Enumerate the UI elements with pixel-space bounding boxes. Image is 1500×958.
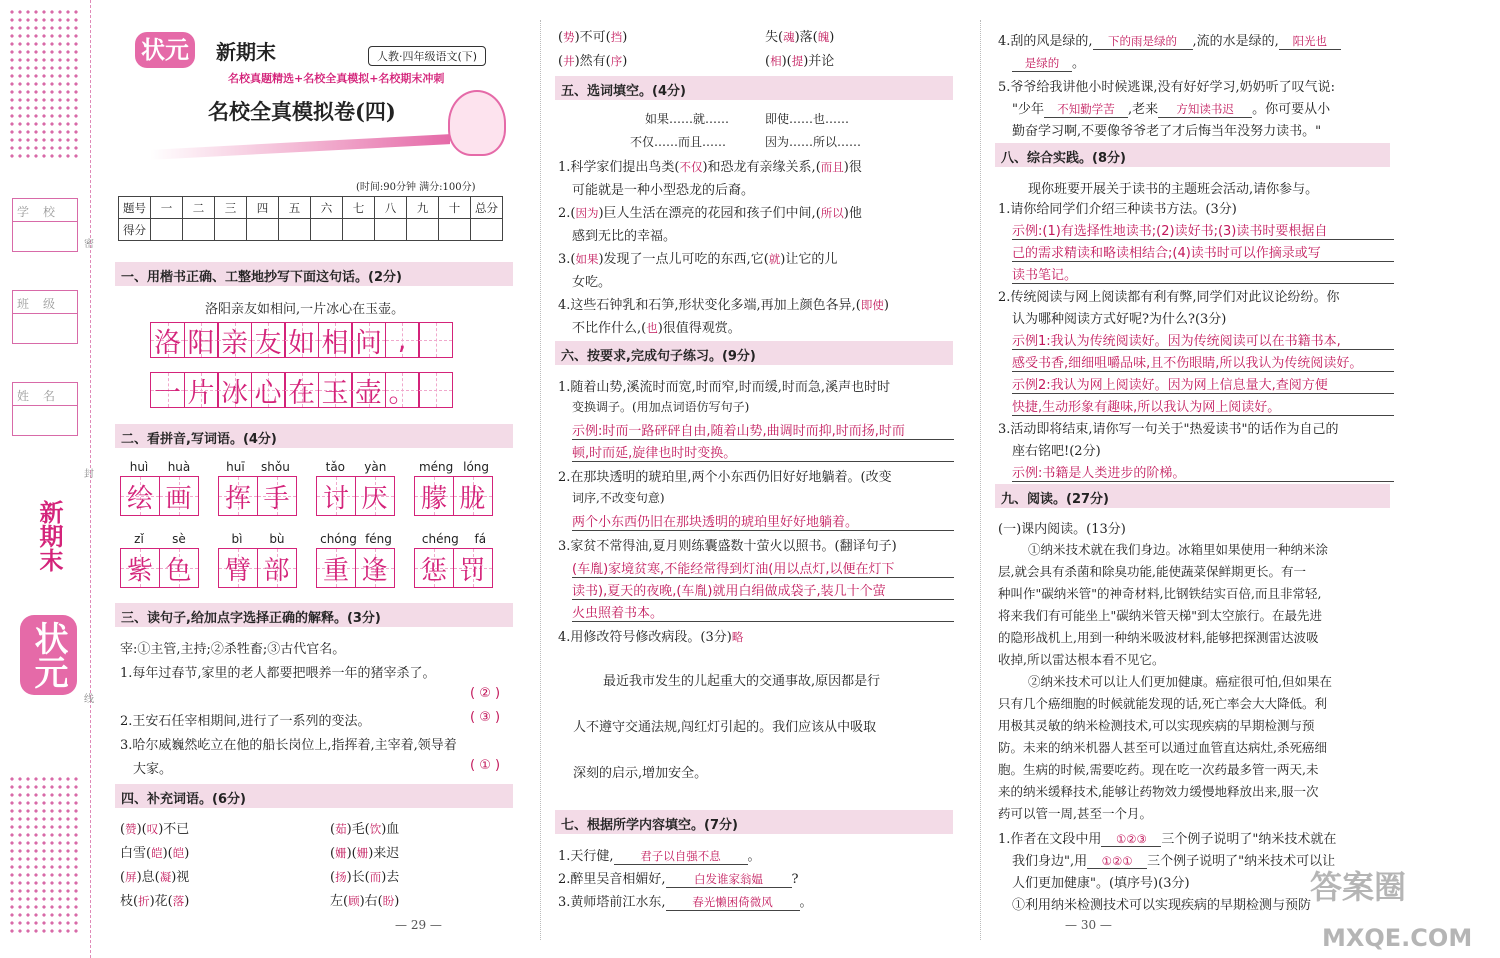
grid-cell: 壶	[351, 372, 386, 408]
s8-a1-cont[interactable]: 己的需求精读和略读相结合;(4)读书时可以作摘录或写	[1012, 242, 1394, 262]
pinyin-word	[316, 532, 396, 588]
binding-margin	[0, 0, 100, 958]
grid-cell: 讨	[316, 476, 356, 516]
reading-subheading: (一)课内阅读。(13分)	[998, 522, 1126, 537]
brand-title: 新期末	[216, 40, 276, 64]
s8-q2-cont: 认为哪种阅读方式好呢?为什么?(3分)	[1012, 312, 1227, 327]
grid-cell	[418, 322, 453, 358]
s5-q1: 1.科学家们提出鸟类(不仅)和恐龙有亲缘关系,(而且)很	[558, 160, 862, 175]
score-header: 八	[375, 197, 407, 219]
pinyin-word	[120, 532, 200, 588]
grid-cell: 臂	[218, 548, 258, 588]
score-header: 三	[215, 197, 247, 219]
s8-a2-cont[interactable]: 感受书香,细细咀嚼品味,且不伤眼睛,所以我认为传统阅读好。	[1012, 352, 1394, 372]
grid-cell: 挥	[218, 476, 258, 516]
exam-title: 名校全真模拟卷(四)	[208, 99, 396, 124]
s5-q4: 4.这些石钟乳和石笋,形状变化多端,再加上颜色各异,(即使)	[558, 298, 889, 313]
sick-paragraph: 深刻的启示,增加安全。	[573, 766, 708, 781]
grid-cell: 紫	[120, 548, 160, 588]
q5-line-cont: 勤奋学习啊,不要像爷爷老了才后悔当年没努力读书。"	[1012, 124, 1322, 139]
grid-cell: 手	[257, 476, 297, 516]
passage-line: ②纳米技术可以让人们更加健康。癌症很可怕,但如果在	[1028, 674, 1332, 689]
grid-cell: 片	[184, 372, 219, 408]
grid-cell: 绘	[120, 476, 160, 516]
q5-line: 5.爷爷给我讲他小时候逃课,没有好好学习,奶奶听了叹气说:	[998, 80, 1336, 95]
s7-q2: 2.醉里吴音相媚好, 白发谁家翁媪 ?	[558, 872, 799, 887]
grid-cell: 在	[284, 372, 319, 408]
s6-a3[interactable]: (车胤)家境贫寒,不能经常得到灯油(用以点灯,以便在灯下	[572, 558, 954, 578]
decorative-dots-bottom	[8, 775, 82, 935]
grid-cell: 相	[318, 322, 353, 358]
s3-q1: 1.每年过春节,家里的老人都要把喂养一年的猪宰杀了。	[120, 666, 436, 681]
s9-q1-cont: 人们更加健康"。(填序号)(3分)	[1012, 876, 1190, 891]
grid-cell: 罚	[453, 548, 493, 588]
name-field[interactable]	[12, 382, 78, 436]
grid-cell: 如	[284, 322, 319, 358]
s6-a2[interactable]: 两个小东西仍旧在那块透明的琥珀里好好地躺着。	[572, 511, 954, 531]
sick-paragraph: 最近我市发生的儿起重大的交通事故,原因都是行	[603, 674, 881, 689]
seal-mark: 密	[84, 239, 94, 250]
grid-cell: 一	[150, 372, 185, 408]
watermark-logo: 答案圈	[1310, 868, 1407, 906]
grid-cell: 色	[159, 548, 199, 588]
s8-q2: 2.传统阅读与网上阅读都有利有弊,同学们对此议论纷纷。你	[998, 290, 1340, 305]
section-8-heading: 八、综合实践。(8分)	[995, 143, 1390, 167]
idiom-row: (势)不可(挡)	[558, 30, 628, 45]
section-5-heading: 五、选词填空。(4分)	[555, 76, 953, 100]
s8-intro: 现你班要开展关于读书的主题班会活动,请你参与。	[1028, 182, 1319, 197]
mascot-image	[448, 90, 506, 156]
s9-q1: 1.作者在文段中用 ①②③ 三个例子说明了"纳米技术就在	[998, 832, 1337, 847]
grid-cell: 心	[251, 372, 286, 408]
tianzi-grid-row2	[150, 372, 452, 408]
s5-q2: 2.(因为)巨人生活在漂亮的花园和孩子们中间,(所以)他	[558, 206, 862, 221]
option: 因为……所以……	[765, 135, 862, 149]
decorative-dots-top	[8, 8, 82, 158]
score-cell[interactable]	[183, 219, 215, 241]
s3-a1: ( ② )	[470, 686, 501, 701]
s8-a3[interactable]: 示例:书籍是人类进步的阶梯。	[1012, 462, 1394, 482]
s6-q1: 1.随着山势,溪流时而宽,时而窄,时而缓,时而急,溪声也时时	[558, 380, 891, 395]
score-cell[interactable]	[375, 219, 407, 241]
pinyin-word	[414, 460, 494, 516]
grid-cell: 重	[316, 548, 356, 588]
s8-a1-cont[interactable]: 读书笔记。	[1012, 264, 1394, 284]
score-cell[interactable]	[215, 219, 247, 241]
score-header: 题号	[119, 197, 151, 219]
grid-cell: 阳	[184, 322, 219, 358]
s8-a2[interactable]: 示例1:我认为传统阅读好。因为传统阅读可以在书籍书本,	[1012, 330, 1394, 350]
grid-cell: 胧	[453, 476, 493, 516]
grid-cell: 。	[385, 372, 420, 408]
section-4-heading: 四、补充词语。(6分)	[115, 784, 513, 808]
grid-cell: ,	[385, 322, 420, 358]
score-cell[interactable]	[343, 219, 375, 241]
pinyin: huī shǒu	[226, 460, 290, 474]
pinyin: tǎo yàn	[325, 460, 387, 474]
idiom-row: 白雪(皑)(皑)	[120, 846, 190, 861]
section-3-heading: 三、读句子,给加点字选择正确的解释。(3分)	[115, 603, 513, 627]
s6-a1-cont[interactable]: 顿,时而延,旋律也时时变换。	[572, 442, 954, 462]
watermark-url: MXQE.COM	[1322, 924, 1473, 952]
score-header: 总分	[471, 197, 503, 219]
grid-cell: 画	[159, 476, 199, 516]
name-label: 姓名	[17, 389, 70, 403]
grid-cell: 部	[257, 548, 297, 588]
edition-badge: 人教·四年级语文(下)	[368, 46, 486, 66]
pinyin: méng lóng	[418, 460, 490, 474]
s5-q3-cont: 女吃。	[572, 275, 612, 290]
s6-q2-cont: 词序,不改变句意)	[572, 491, 665, 505]
page-number-30: — 30 —	[1065, 918, 1112, 932]
score-cell[interactable]	[471, 219, 503, 241]
page-number-29: — 29 —	[395, 918, 442, 932]
idiom-row: (茹)毛(饮)血	[330, 822, 400, 837]
score-row-label: 得分	[119, 219, 151, 241]
passage-line: 将来我们有可能坐上"碳纳米管天梯"到太空旅行。在最先进	[998, 608, 1323, 623]
copy-sentence: 洛阳亲友如相问,一片冰心在玉壶。	[205, 302, 405, 317]
pinyin-word	[120, 460, 200, 516]
s3-a2: ( ③ )	[470, 710, 501, 725]
class-label: 班级	[17, 297, 70, 311]
pinyin: bì bù	[231, 532, 285, 546]
s3-a3: ( ① )	[470, 758, 501, 773]
logo: 状元	[135, 32, 195, 68]
pinyin-word	[218, 532, 298, 588]
time-score: (时间:90分钟 满分:100分)	[356, 182, 476, 193]
section-9-heading: 九、阅读。(27分)	[995, 484, 1390, 508]
s3-q3: 3.哈尔威巍然屹立在他的船长岗位上,指挥着,主宰着,领导着	[120, 738, 457, 753]
s8-a2-cont[interactable]: 快捷,生动形象有趣味,所以我认为网上阅读好。	[1012, 396, 1394, 416]
grid-cell: 冰	[217, 372, 252, 408]
s3-q3-cont: 大家。	[133, 762, 173, 777]
score-header: 九	[407, 197, 439, 219]
s9-q1-cont: ①利用纳米检测技术可以实现疾病的早期检测与预防	[1012, 898, 1312, 913]
idiom-row: 左(顾)右(盼)	[330, 894, 400, 909]
q4-line-cont: 是绿的 。	[1012, 52, 1085, 72]
score-table	[118, 196, 503, 241]
pinyin: zǐ sè	[134, 532, 186, 546]
s3-q2: 2.王安石任宰相期间,进行了一系列的变法。	[120, 714, 371, 729]
score-cell[interactable]	[407, 219, 439, 241]
seal-mark: 线	[84, 694, 94, 705]
grid-cell: 问	[351, 322, 386, 358]
section-7-heading: 七、根据所学内容填空。(7分)	[555, 810, 953, 834]
s6-a1[interactable]: 示例:时而一路砰砰自由,随着山势,曲调时而抑,时而扬,时而	[572, 420, 954, 440]
s6-q2: 2.在那块透明的琥珀里,两个小东西仍旧好好地躺着。(改变	[558, 470, 892, 485]
score-cell[interactable]	[311, 219, 343, 241]
passage-line: 层,就会具有杀菌和除臭功能,能使蔬菜保鲜期更长。有一	[998, 564, 1306, 579]
option: 如果……就……	[645, 112, 730, 126]
q4-line: 4.刮的风是绿的, 下的雨是绿的 ,流的水是绿的, 阳光也	[998, 30, 1341, 50]
s6-q1-cont: 变换调子。(用加点词语仿写句子)	[572, 400, 750, 414]
idiom-row: 失(魂)落(魄)	[765, 30, 835, 45]
tianzi-grid-row1	[150, 322, 452, 358]
passage-line: ①纳米技术就在我们身边。冰箱里如果使用一种纳米涂	[1028, 542, 1329, 557]
tagline: 名校真题精选+名校全真模拟+名校期末冲刺	[228, 72, 445, 85]
s7-q3: 3.黄师塔前江水东, 春光懒困倚微风 。	[558, 895, 813, 910]
grid-cell: 厌	[355, 476, 395, 516]
s8-a1[interactable]: 示例:(1)有选择性地读书;(2)读好书;(3)读书时要根据自	[1012, 220, 1394, 240]
score-header: 六	[311, 197, 343, 219]
grid-cell: 友	[251, 322, 286, 358]
class-field[interactable]	[12, 290, 78, 344]
grid-cell: 逢	[355, 548, 395, 588]
passage-line: 只有几个癌细胞的时候就能发现的话,死亡率会大大降低。利	[998, 696, 1327, 711]
option: 即使……也……	[765, 112, 850, 126]
idiom-row: (屏)息(凝)视	[120, 870, 190, 885]
school-field[interactable]	[12, 198, 78, 252]
idiom-row: (相)(提)并论	[765, 54, 835, 69]
score-cell[interactable]	[439, 219, 471, 241]
pinyin: chéng fá	[421, 532, 487, 546]
s7-q1: 1.天行健, 君子以自强不息 。	[558, 849, 761, 864]
column-divider	[980, 20, 981, 940]
passage-line: 的隐形战机上,用到一种纳米吸波材料,能够把探测雷达波吸	[998, 630, 1319, 645]
score-header: 十	[439, 197, 471, 219]
grid-cell	[418, 372, 453, 408]
section-6-heading: 六、按要求,完成句子练习。(9分)	[555, 341, 953, 365]
grid-cell: 朦	[414, 476, 454, 516]
passage-line: 种叫作"碳纳米管"的神奇材料,比钢铁结实百倍,而且非常轻,	[998, 586, 1322, 601]
s8-q3-cont: 座右铭吧!(2分)	[1012, 444, 1101, 459]
pinyin-word	[414, 532, 494, 588]
logo-vertical: 状元	[20, 615, 77, 695]
s6-a3-cont[interactable]: 火虫照着书本。	[572, 602, 954, 622]
score-cell[interactable]	[151, 219, 183, 241]
score-header: 七	[343, 197, 375, 219]
grid-cell: 玉	[318, 372, 353, 408]
s5-q2-cont: 感到无比的幸福。	[572, 229, 677, 244]
seal-mark: 封	[84, 469, 94, 480]
passage-line: 防。未来的纳米机器人甚至可以通过血管直达病灶,杀死癌细	[998, 740, 1327, 755]
section-2-heading: 二、看拼音,写词语。(4分)	[115, 424, 513, 448]
s5-q4-cont: 不比作什么,(也)很值得观赏。	[572, 321, 741, 336]
passage-line: 胞。生病的时候,需要吃药。现在吃一次药最多管一两天,未	[998, 762, 1319, 777]
passage-line: 药可以管一周,甚至一个月。	[998, 806, 1152, 821]
s9-q1-cont: 我们身边",用 ①②① 三个例子说明了"纳米技术可以让	[1012, 854, 1336, 869]
idiom-row: (赞)(叹)不已	[120, 822, 190, 837]
score-header: 二	[183, 197, 215, 219]
sick-paragraph: 人不遵守交通法规,闯红灯引起的。我们应该从中吸取	[573, 720, 877, 735]
decorative-swoosh	[150, 134, 450, 160]
score-header: 一	[151, 197, 183, 219]
school-label: 学校	[17, 205, 70, 219]
s6-q3: 3.家贫不常得油,夏月则练囊盛数十萤火以照书。(翻译句子)	[558, 539, 897, 554]
pinyin-word	[218, 460, 298, 516]
s8-a2-cont[interactable]: 示例2:我认为网上阅读好。因为网上信息量大,查阅方便	[1012, 374, 1394, 394]
grid-cell: 亲	[217, 322, 252, 358]
idiom-row: (姗)(姗)来迟	[330, 846, 400, 861]
passage-line: 来的纳米缓释技术,能够让药物效力缓慢地释放出来,服一次	[998, 784, 1319, 799]
idiom-row: (扬)长(而)去	[330, 870, 400, 885]
score-cell[interactable]	[279, 219, 311, 241]
option: 不仅……而且……	[630, 135, 727, 149]
score-header: 四	[247, 197, 279, 219]
column-divider	[540, 20, 541, 940]
pinyin: chóng féng	[320, 532, 392, 546]
definition: 宰:①主管,主持;②杀牲畜;③古代官名。	[120, 642, 346, 657]
grid-cell: 惩	[414, 548, 454, 588]
idiom-row: (井)然有(序)	[558, 54, 628, 69]
pinyin-word	[316, 460, 396, 516]
s8-q1: 1.请你给同学们介绍三种读书方法。(3分)	[998, 202, 1237, 217]
score-header: 五	[279, 197, 311, 219]
passage-line: 收掉,所以雷达根本看不见它。	[998, 652, 1165, 667]
s6-a3-cont[interactable]: 读书),夏天的夜晚,(车胤)就用白绢做成袋子,装几十个萤	[572, 580, 954, 600]
q5-line-cont: "少年 不知勤学苦 ,老来 方知读书迟 。你可要从小	[1012, 102, 1331, 117]
s5-q1-cont: 可能就是一种小型恐龙的后裔。	[572, 183, 755, 198]
section-1-heading: 一、用楷书正确、工整地抄写下面这句话。(2分)	[115, 262, 513, 286]
brand-vertical: 新期末	[35, 500, 63, 572]
idiom-row: 枝(折)花(落)	[120, 894, 190, 909]
score-cell[interactable]	[247, 219, 279, 241]
s8-q3: 3.活动即将结束,请你写一句关于"热爱读书"的话作为自己的	[998, 422, 1339, 437]
s6-q4: 4.用修改符号修改病段。(3分)略	[558, 630, 744, 645]
pinyin: huì huà	[129, 460, 191, 474]
s5-q3: 3.(如果)发现了一点儿可吃的东西,它(就)让它的儿	[558, 252, 838, 267]
passage-line: 用极其灵敏的纳米检测技术,可以实现疾病的早期检测与预	[998, 718, 1315, 733]
grid-cell: 洛	[150, 322, 185, 358]
